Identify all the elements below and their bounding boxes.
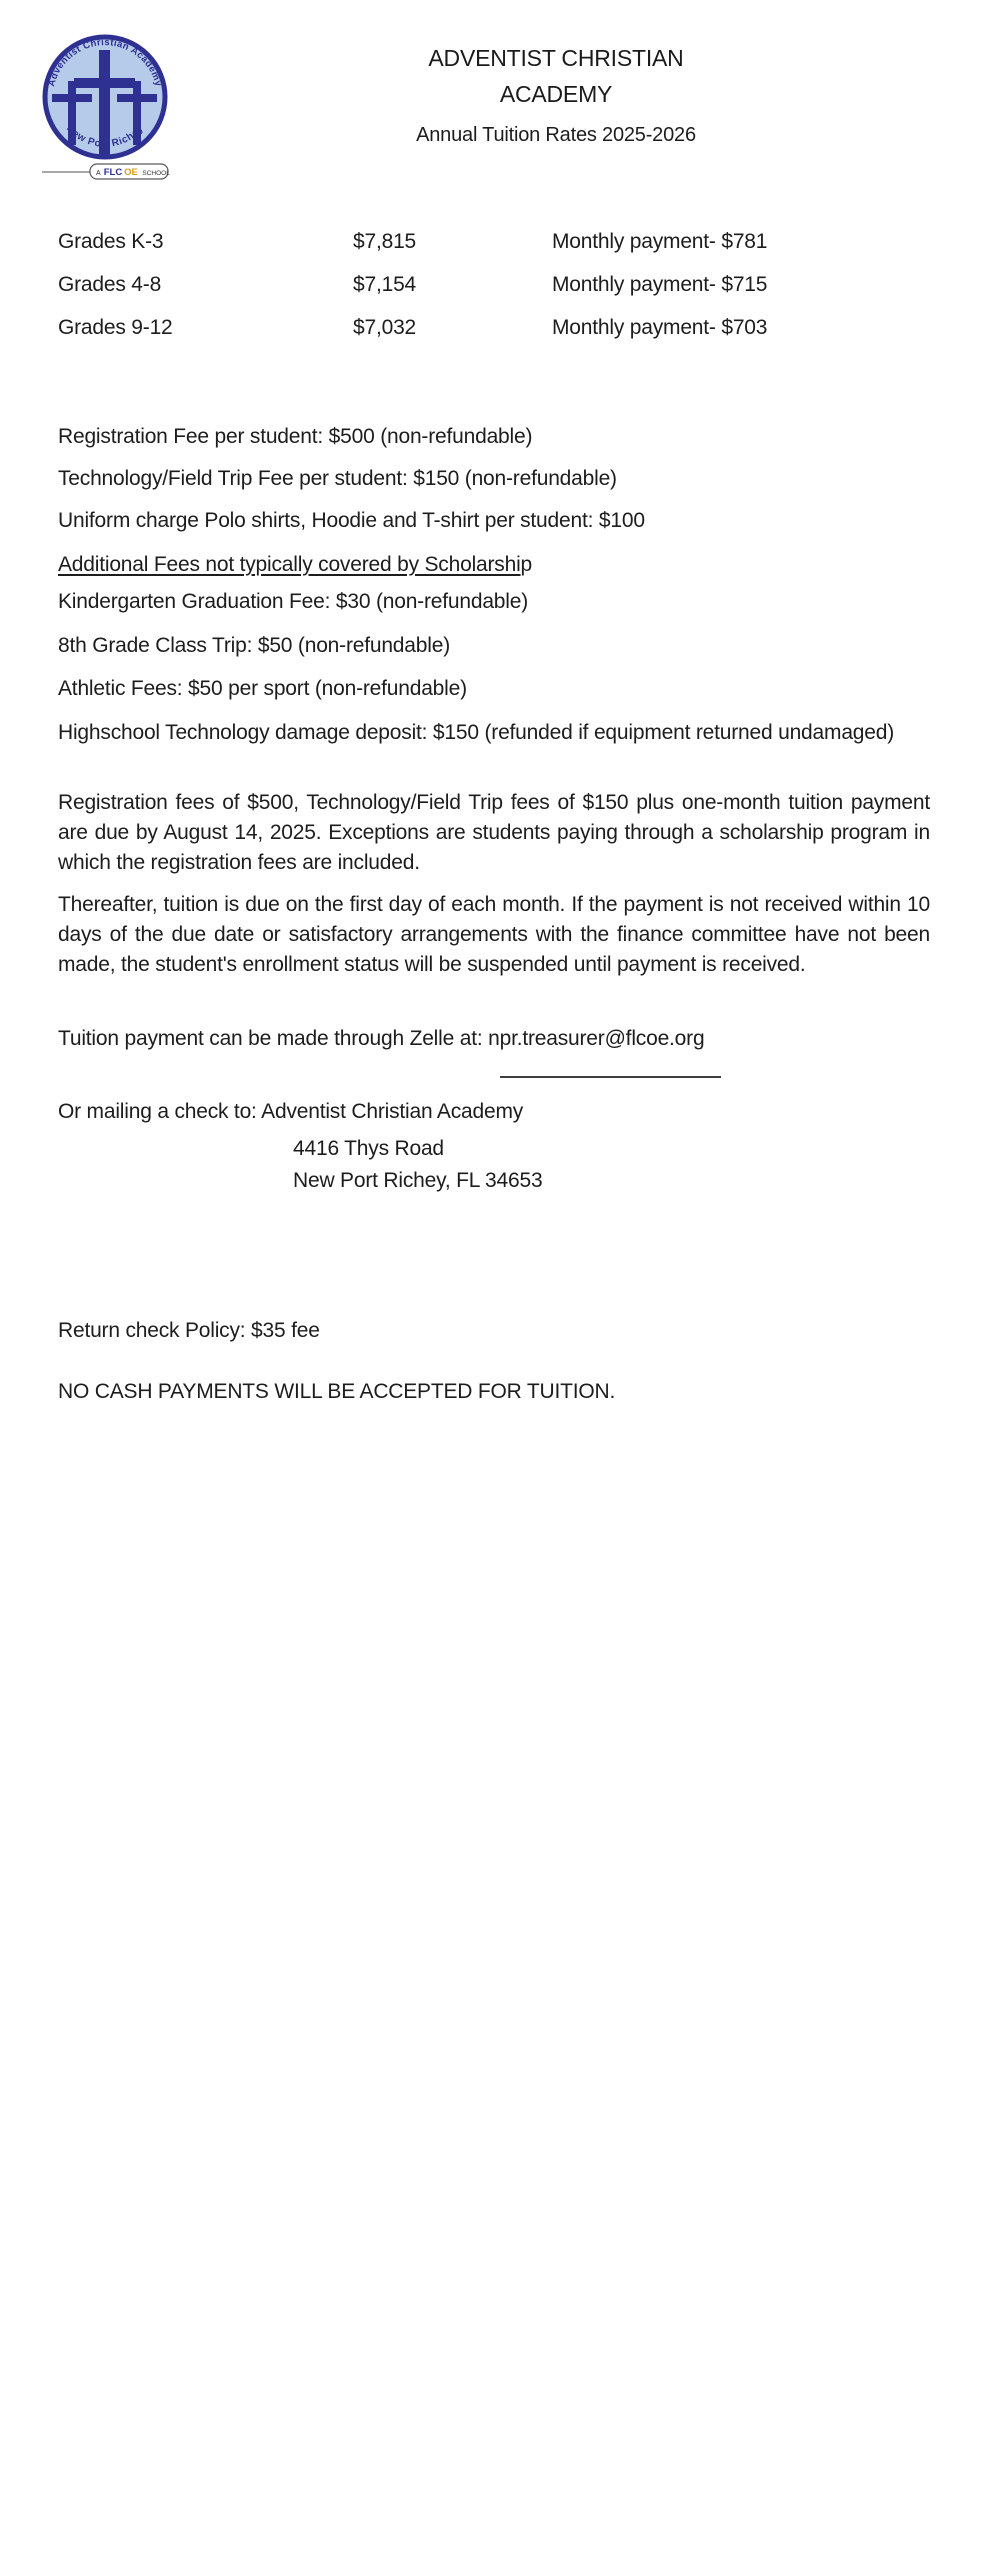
flcoe-badge [90,164,170,179]
kindergarten-fee-line: Kindergarten Graduation Fee: $30 (non-refundable) [58,590,529,613]
monthly-payment: Monthly payment- $715 [552,273,768,296]
additional-fees-heading [58,552,532,578]
registration-fee-line: Registration Fee per student: $500 (non-refundable) [58,425,533,448]
title-line-1: ADVENTIST CHRISTIAN [428,45,684,71]
title-line-2: ACADEMY [499,81,613,107]
mailing-line-3: New Port Richey, FL 34653 [293,1169,543,1192]
badge-school: SCHOOL [142,170,170,177]
eighth-grade-trip-line: 8th Grade Class Trip: $50 (non-refundable) [58,634,450,657]
monthly-payment: Monthly payment- $703 [552,316,768,339]
school-logo [41,31,170,183]
athletic-fee-line: Athletic Fees: $50 per sport (non-refundable) [58,677,467,700]
late-policy-paragraph: Thereafter, tuition is due on the first day of each month. If the payment is not received within 10 days of the due date or satisfactory arrangements with the finance committee have not been made, the student's enrollment status will be suspended until payment is received. [58,893,930,976]
zelle-payment-line: Tuition payment can be made through Zelle at: npr.treasurer@flcoe.org [58,1027,705,1050]
grade-label: Grades K-3 [58,230,164,253]
badge-flc: FLC [103,167,123,178]
technology-fee-line: Technology/Field Trip Fee per student: $150 (non-refundable) [58,467,617,490]
return-check-policy-line: Return check Policy: $35 fee [58,1319,320,1342]
due-dates-paragraph: Registration fees of $500, Technology/Field Trip fees of $150 plus one-month tuition payment are due by August 14, 2025. Exceptions are students paying through a scholarship program in which the registration fees are included. [58,791,930,874]
additional-fees-heading-underlined: Additional Fees not typically covered by Scholarshi [58,553,521,576]
page-title [170,40,942,112]
annual-amount: $7,032 [353,316,417,339]
annual-amount: $7,154 [353,273,417,296]
logo-arc-bottom-text: New Port Richey [64,123,146,150]
annual-amount: $7,815 [353,230,417,253]
badge-prefix: A [96,170,101,177]
monthly-payment: Monthly payment- $781 [552,230,768,253]
divider-line [500,1076,721,1078]
mailing-line-2: 4416 Thys Road [293,1137,444,1160]
grade-label: Grades 9-12 [58,316,173,339]
badge-oe: OE [124,167,138,178]
additional-fees-heading-tail: p [520,553,533,576]
tech-deposit-paragraph: Highschool Technology damage deposit: $150 (refunded if equipment returned undamaged) [58,721,895,744]
mailing-line-1: Or mailing a check to: Adventist Christian Academy [58,1100,524,1123]
no-cash-policy-line: NO CASH PAYMENTS WILL BE ACCEPTED FOR TUITION. [58,1380,616,1403]
logo-arc-top-text: Adventist Christian Academy [46,37,164,88]
grade-label: Grades 4-8 [58,273,162,296]
uniform-fee-line: Uniform charge Polo shirts, Hoodie and T-shirt per student: $100 [58,509,645,532]
page-subtitle: Annual Tuition Rates 2025-2026 [416,124,696,146]
